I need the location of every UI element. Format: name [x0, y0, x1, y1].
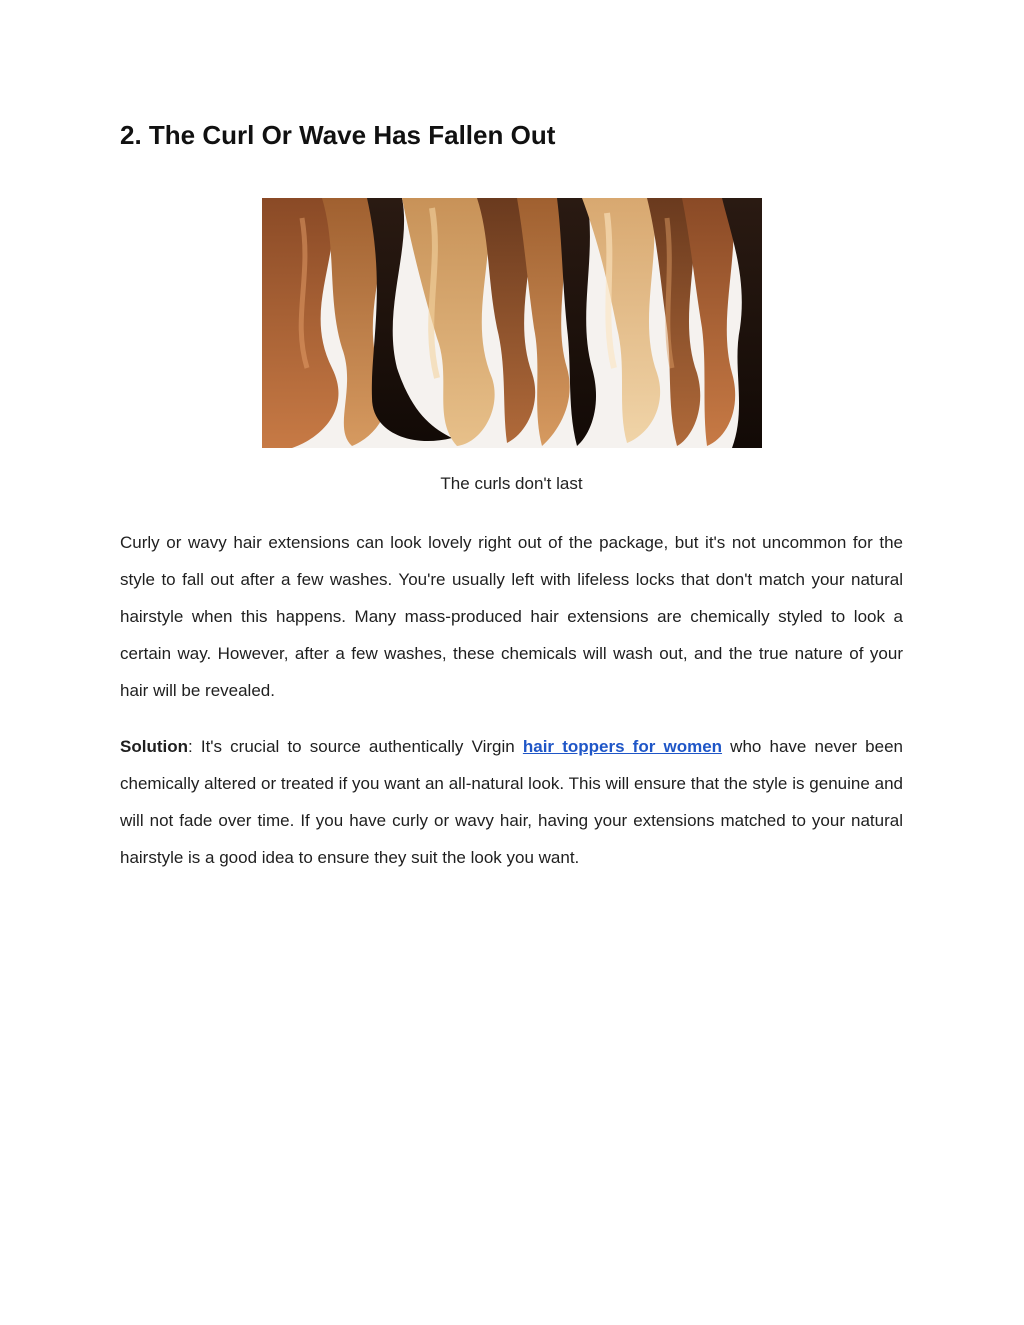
- paragraph-text-before-link: : It's crucial to source authentically Virgin: [187, 737, 523, 756]
- section-heading: 2. The Curl Or Wave Has Fallen Out: [120, 120, 556, 150]
- body-paragraph-2: [120, 728, 903, 876]
- figure-caption: The curls don't last: [440, 474, 583, 493]
- solution-label: Solution: [120, 737, 188, 756]
- hair-extensions-photo: [262, 198, 762, 448]
- paragraph-text-after-link: who have never been chemically altered or treated if you want an all-natural look. This will ensure that the style is genuine and will not fade over time. If you have curly or wavy hair, having your extensions matched to your natural hairstyle is a good idea to ensure they suit the look you want.: [120, 737, 903, 867]
- body-paragraph-1: Curly or wavy hair extensions can look lovely right out of the package, but it's not uncommon for the style to fall out after a few washes. You're usually left with lifeless locks that don't match your natural hairstyle when this happens. Many mass-produced hair extensions are chemically styled to look a certain way. However, after a few washes, these chemicals will wash out, and the true nature of your hair will be revealed.: [120, 533, 903, 700]
- hair-toppers-link[interactable]: hair toppers for women: [522, 737, 723, 756]
